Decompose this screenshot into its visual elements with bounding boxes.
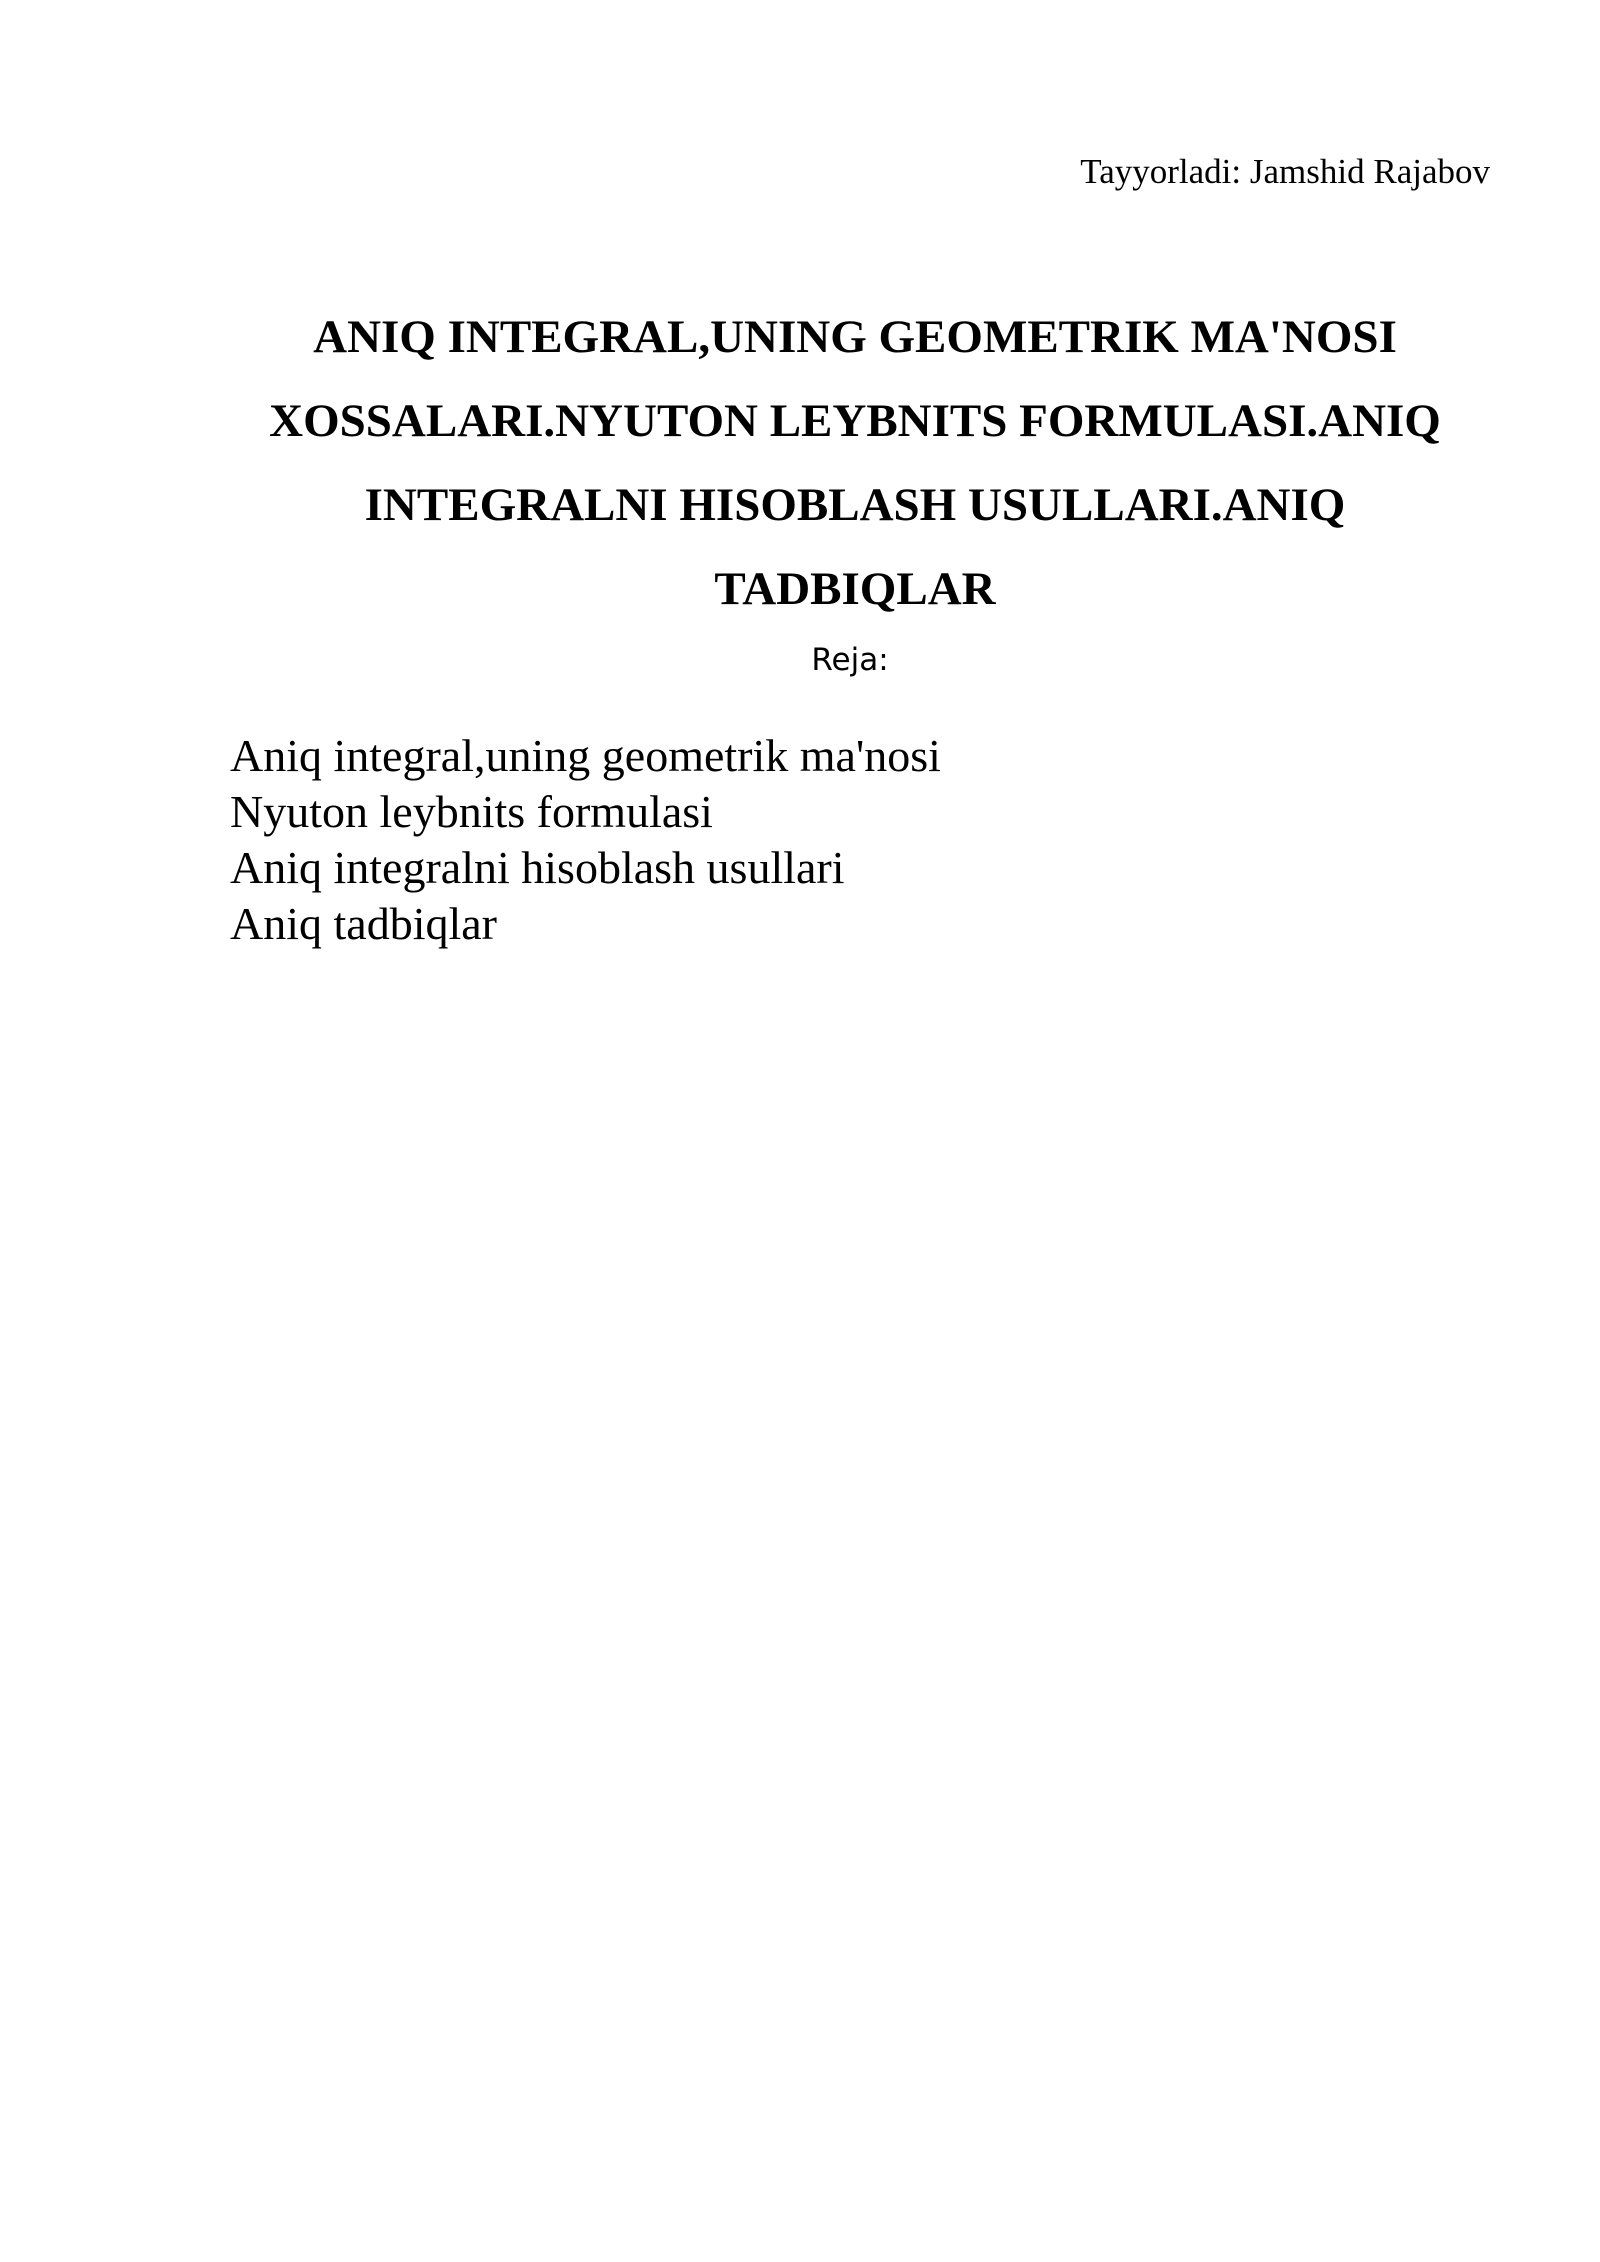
- plan-item: Aniq integralni hisoblash usullari: [230, 842, 845, 893]
- plan-item: Aniq integral,uning geometrik ma'nosi: [230, 730, 941, 781]
- plan-item: Aniq tadbiqlar: [230, 898, 497, 949]
- plan-heading: Reja:: [811, 642, 889, 678]
- title-line: XOSSALARI.NYUTON LEYBNITS FORMULASI.ANIQ: [269, 395, 1441, 447]
- plan-list: [230, 728, 941, 952]
- title-line: TADBIQLAR: [714, 563, 996, 615]
- plan-item: Nyuton leybnits formulasi: [230, 786, 713, 837]
- document-title: [230, 295, 1480, 631]
- title-line: ANIQ INTEGRAL,UNING GEOMETRIK MA'NOSI: [313, 311, 1397, 363]
- author-line: Tayyorladi: Jamshid Rajabov: [1080, 152, 1490, 191]
- title-line: INTEGRALNI HISOBLASH USULLARI.ANIQ: [364, 479, 1346, 531]
